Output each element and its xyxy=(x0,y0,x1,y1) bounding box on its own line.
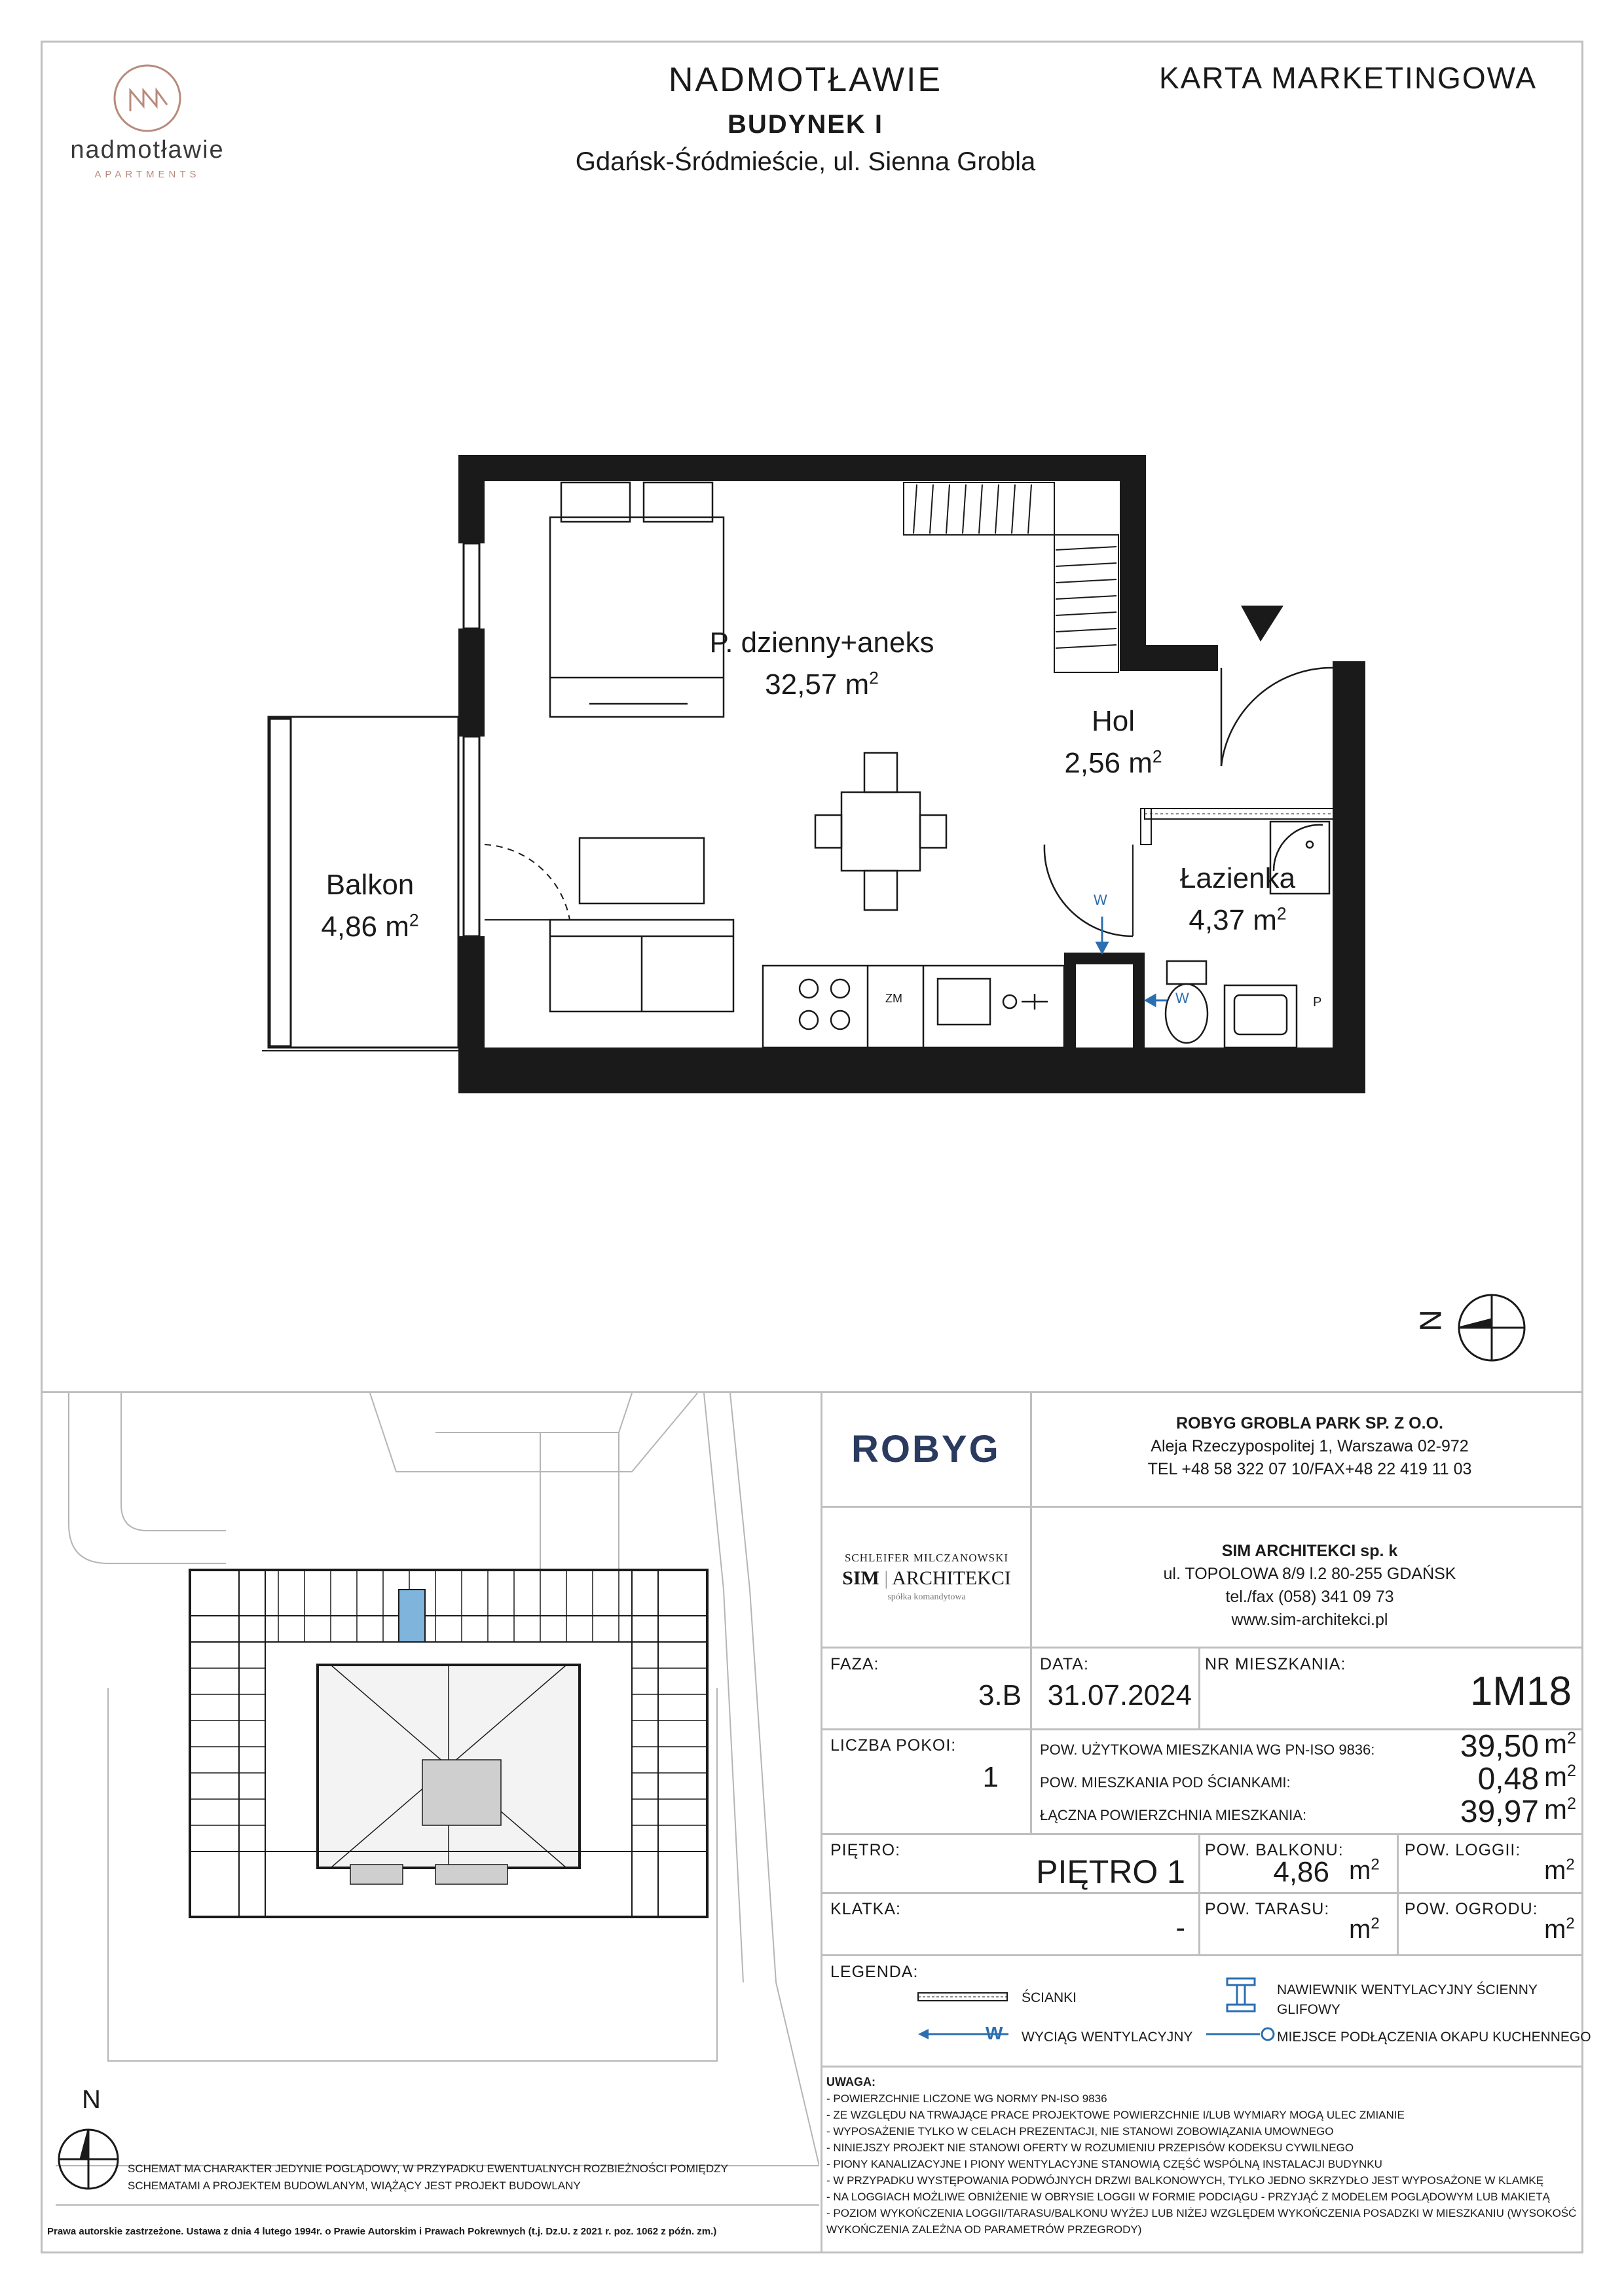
wall-right-upper xyxy=(1120,455,1146,671)
vent-label-1: W xyxy=(1094,892,1107,908)
wall-hol-top xyxy=(1120,645,1218,671)
company-phone: TEL +48 58 322 07 10/FAX+48 22 419 11 03 xyxy=(1147,1460,1472,1478)
plan-compass-letter: N xyxy=(1413,1309,1448,1332)
pokoi-value: 1 xyxy=(982,1761,999,1793)
pietro-value: PIĘTRO 1 xyxy=(1036,1853,1185,1890)
area-scianki-label: POW. MIESZKANIA POD ŚCIANKAMI: xyxy=(1040,1774,1291,1791)
klatka-label: KLATKA: xyxy=(830,1900,901,1918)
highlighted-apartment xyxy=(399,1590,425,1642)
architect-logo xyxy=(825,1552,1028,1603)
klatka-value: - xyxy=(1175,1912,1185,1944)
entrance-arrow-icon xyxy=(1241,606,1283,642)
project-address: Gdańsk-Śródmieście, ul. Sienna Grobla xyxy=(575,147,1036,176)
room-balcony-area: 4,86 $m^2$ xyxy=(321,910,419,943)
note-item: - POZIOM WYKOŃCZENIA LOGGII/TARASU/BALKONU WYŻEJ LUB NIŻEJ WZGLĘDEM WYKOŃCZENIA POSADZKI W MIESZKANIU (WYSOKOŚĆ WYKOŃCZENIA ZALEŻNA OD PARAMETRÓW PRZEGRODY) xyxy=(826,2207,1577,2236)
legend-title: LEGENDA: xyxy=(830,1963,919,1981)
notes xyxy=(826,2074,1579,2238)
loggia-unit: $m^2$ xyxy=(1544,1855,1575,1885)
legend-scianki-icon xyxy=(917,1990,1008,2003)
entry-door-swing xyxy=(1221,668,1333,766)
copyright: Prawa autorskie zastrzeżone. Ustawa z dnia 4 lutego 1994r. o Prawie Autorskim i Prawach Pokrewnych (t.j. Dz.U. z 2021 r. poz. 1062 z późn. zm.) xyxy=(47,2226,717,2237)
area-scianki-unit: $m^2$ xyxy=(1544,1761,1577,1792)
card-title: KARTA MARKETINGOWA xyxy=(1159,61,1537,95)
brand-logo-name: nadmotławie xyxy=(70,136,225,164)
bath-door-swing xyxy=(1044,845,1133,936)
disclaimer: SCHEMAT MA CHARAKTER JEDYNIE POGLĄDOWY, W PRZYPADKU EWENTUALNYCH ROZBIEŻNOŚCI POMIĘDZY SCHEMATAMI A PROJEKTEM BUDOWLANYM, WIĄŻĄCY JEST PROJEKT BUDOWLANY xyxy=(128,2162,728,2192)
robyg-logo: ROBYG xyxy=(851,1428,1001,1470)
room-balcony xyxy=(291,864,449,948)
legend-okap-label: MIEJSCE PODŁĄCZENIA OKAPU KUCHENNEGO xyxy=(1277,2030,1591,2045)
divider-pokoi xyxy=(1030,1728,1032,1833)
area-uzytkowa-unit: $m^2$ xyxy=(1544,1728,1577,1759)
wardrobe-side xyxy=(1054,535,1118,672)
legend-wyciag-label: WYCIĄG WENTYLACYJNY xyxy=(1022,2030,1193,2045)
divider-row-5 xyxy=(821,1892,1583,1894)
room-hol-area: 2,56 $m^2$ xyxy=(1064,746,1162,779)
divider-row-4 xyxy=(821,1833,1583,1835)
note-item: - NINIEJSZY PROJEKT NIE STANOWI OFERTY W ROZUMIENIU PRZEPISÓW KODEKSU CYWILNEGO xyxy=(826,2141,1354,2154)
legend-vent-w: W xyxy=(986,2023,1003,2043)
architect-phone: tel./fax (058) 341 09 73 xyxy=(1225,1588,1394,1606)
nr-label: NR MIESZKANIA: xyxy=(1205,1655,1346,1673)
faza-value: 3.B xyxy=(978,1679,1022,1711)
loggia-label: POW. LOGGII: xyxy=(1405,1841,1521,1859)
room-bathroom-area: 4,37 $m^2$ xyxy=(1189,903,1287,936)
plan-compass-icon xyxy=(1459,1295,1524,1360)
site-plan xyxy=(43,1393,819,2251)
faza-label: FAZA: xyxy=(830,1655,879,1673)
room-hol-name: Hol xyxy=(1091,705,1135,737)
vent-label-2: W xyxy=(1175,990,1189,1006)
area-laczna-label: ŁĄCZNA POWIERZCHNIA MIESZKANIA: xyxy=(1040,1807,1307,1823)
legend-nawiewnik-icon xyxy=(1225,1976,1257,2015)
architect-logo-top: SCHLEIFER MILCZANOWSKI xyxy=(844,1552,1009,1564)
notes-title: UWAGA: xyxy=(826,2075,876,2088)
balkon-label: POW. BALKONU: xyxy=(1205,1841,1344,1859)
wall-top xyxy=(458,455,1139,481)
toilet xyxy=(1167,961,1206,984)
legend-okap-icon xyxy=(1205,2026,1277,2042)
fridge-label: ZM xyxy=(885,992,902,1005)
wall-entry-right xyxy=(1333,661,1365,1093)
area-uzytkowa-label: POW. UŻYTKOWA MIESZKANIA WG PN-ISO 9836: xyxy=(1040,1741,1375,1758)
divider-data xyxy=(1198,1647,1200,1728)
divider-faza xyxy=(1030,1647,1032,1728)
architect-info xyxy=(1048,1542,1572,1630)
architect-address: ul. TOPOLOWA 8/9 l.2 80-255 GDAŃSK xyxy=(1163,1565,1456,1583)
brand-logo-sub: APARTMENTS xyxy=(94,169,200,180)
kitchen-counter xyxy=(763,966,1064,1048)
wall-shaft-right xyxy=(1133,953,1145,1048)
note-item: - W PRZYPADKU WYSTĘPOWANIA PODWÓJNYCH DRZWI BALKONOWYCH, TYLKO JEDNO SKRZYDŁO JEST WYPOSAŻONE W KLAMKĘ xyxy=(826,2174,1544,2187)
balcony-door-swing xyxy=(485,845,570,920)
wall-bottom xyxy=(458,1048,1365,1093)
data-label: DATA: xyxy=(1040,1655,1089,1673)
window-left-1 xyxy=(464,543,479,629)
divider-pietro-1 xyxy=(1198,1833,1200,1954)
window-left-2 xyxy=(464,737,479,936)
architect-name: SIM ARCHITEKCI sp. k xyxy=(1221,1542,1398,1560)
taras-label: POW. TARASU: xyxy=(1205,1900,1330,1918)
divider-row-1 xyxy=(821,1506,1583,1508)
divider-row-2 xyxy=(821,1647,1583,1649)
wall-shaft-top xyxy=(1064,953,1145,964)
area-laczna-unit: $m^2$ xyxy=(1544,1794,1577,1825)
architect-logo-bottom: spółka komandytowa xyxy=(887,1592,966,1602)
balcony-rail xyxy=(270,719,291,1046)
divider-siteplan xyxy=(821,1391,822,2253)
legend-scianki-label: ŚCIANKI xyxy=(1022,1990,1077,2005)
company-address: Aleja Rzeczypospolitej 1, Warszawa 02-972 xyxy=(1151,1437,1469,1455)
building-title: BUDYNEK I xyxy=(727,110,884,139)
note-item: - NA LOGGIACH MOŻLIWE OBNIŻENIE W OBRYSIE LOGGII W FORMIE PODCIĄGU - PRZYJĄĆ Z MODELEM POGLĄDOWYM LUB MAKIETĄ xyxy=(826,2191,1550,2203)
divider-logo-col xyxy=(1030,1391,1032,1647)
note-item: - PIONY KANALIZACYJNE I PIONY WENTYLACYJNE STANOWIĄ CZĘŚĆ WSPÓLNĄ INSTALACJI BUDYNKU xyxy=(826,2158,1382,2170)
ogrod-unit: $m^2$ xyxy=(1544,1914,1575,1944)
balkon-unit: $m^2$ xyxy=(1349,1855,1380,1885)
coffee-table xyxy=(580,838,704,903)
note-item: - WYPOSAŻENIE TYLKO W CELACH PREZENTACJI, NIE STANOWI ZOBOWIĄZANIA UMOWNEGO xyxy=(826,2125,1334,2138)
room-balcony-name: Balkon xyxy=(325,869,415,901)
site-compass-icon xyxy=(59,2130,118,2189)
p-label: P xyxy=(1313,995,1322,1010)
area-laczna-value: 39,97 xyxy=(1460,1795,1539,1829)
note-item: - POWIERZCHNIE LICZONE WG NORMY PN-ISO 9836 xyxy=(826,2092,1107,2105)
room-living-name: P. dzienny+aneks xyxy=(709,627,934,659)
divider-pietro-2 xyxy=(1397,1833,1399,1954)
area-scianki-value: 0,48 xyxy=(1477,1762,1539,1796)
data-value: 31.07.2024 xyxy=(1047,1679,1192,1711)
dining-table xyxy=(841,792,920,871)
room-bathroom-name: Łazienka xyxy=(1179,862,1296,894)
architect-logo-main: SIM | ARCHITEKCI xyxy=(842,1567,1011,1589)
wall-shaft-left xyxy=(1064,953,1076,1048)
company-info xyxy=(1048,1414,1572,1479)
wall-left-mid xyxy=(458,629,485,737)
site-compass-letter: N xyxy=(82,2085,101,2114)
pokoi-label: LICZBA POKOI: xyxy=(830,1736,957,1755)
company-name: ROBYG GROBLA PARK SP. Z O.O. xyxy=(1176,1414,1443,1432)
project-title: NADMOTŁAWIE xyxy=(668,61,943,99)
room-bathroom xyxy=(1146,858,1329,941)
note-item: - ZE WZGLĘDU NA TRWAJĄCE PRACE PROJEKTOWE POWIERZCHNIE I/LUB WYMIARY MOGĄ ULEC ZMIANIE xyxy=(826,2109,1405,2121)
divider-row-6 xyxy=(821,1954,1583,1956)
bath-partition xyxy=(1145,809,1341,819)
divider-row-7 xyxy=(821,2066,1583,2068)
balkon-value: 4,86 xyxy=(1273,1856,1329,1888)
ogrod-label: POW. OGRODU: xyxy=(1405,1900,1538,1918)
pietro-label: PIĘTRO: xyxy=(830,1841,901,1859)
architect-web: www.sim-architekci.pl xyxy=(1231,1611,1388,1629)
nr-value: 1M18 xyxy=(1469,1669,1572,1714)
area-uzytkowa-value: 39,50 xyxy=(1460,1729,1539,1764)
room-living-area: 32,57 $m^2$ xyxy=(765,668,879,701)
legend-nawiewnik-label: NAWIEWNIK WENTYLACYJNY ŚCIENNY GLIFOWY xyxy=(1277,1982,1538,2017)
room-living xyxy=(674,622,969,706)
room-hol xyxy=(1022,701,1205,784)
taras-unit: $m^2$ xyxy=(1349,1914,1380,1944)
wall-left-upper xyxy=(458,455,485,543)
